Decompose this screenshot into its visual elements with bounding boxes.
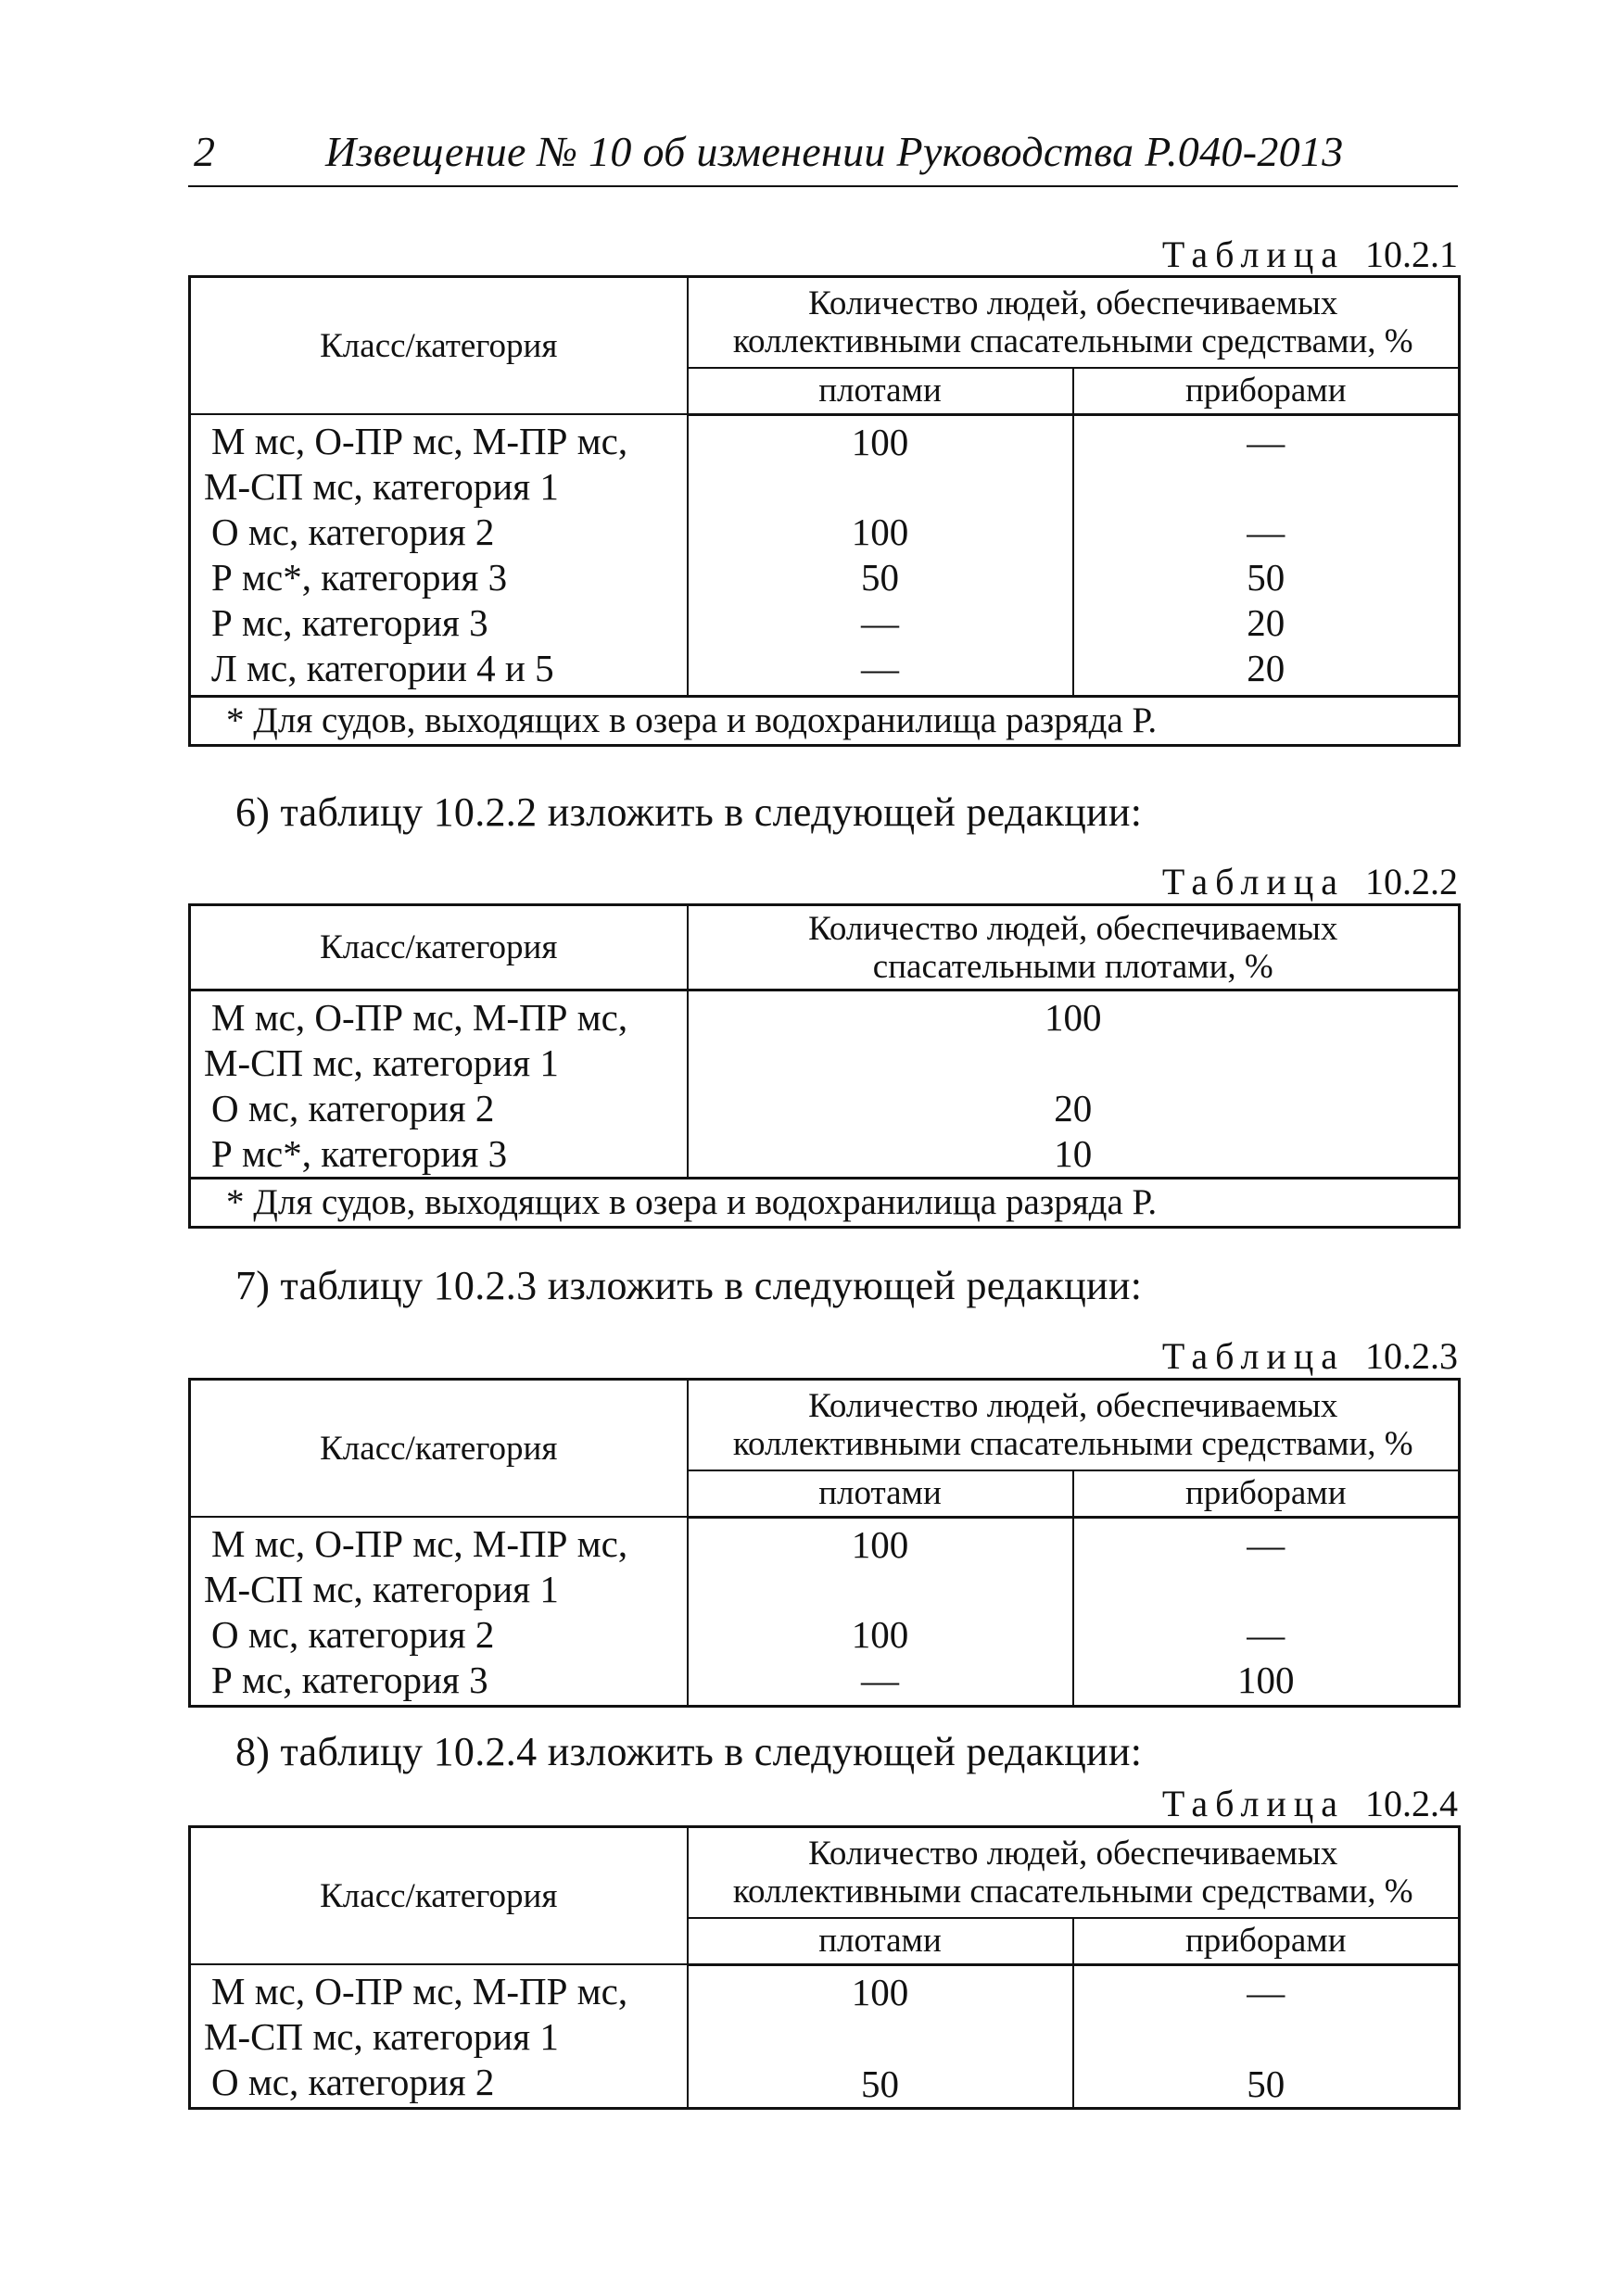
devices-cell: —	[1073, 510, 1460, 555]
column-header-class: Класс/категория	[190, 1827, 688, 1965]
table-row	[190, 1612, 1460, 1658]
category-cell: О мс, категория 2	[190, 1612, 688, 1658]
table-row	[190, 1131, 1460, 1179]
table-row	[190, 646, 1460, 697]
devices-cell: —	[1073, 1964, 1460, 2060]
table-row	[190, 1964, 1460, 2060]
devices-cell: 20	[1073, 600, 1460, 646]
rafts-cell: 100	[688, 1612, 1073, 1658]
value-cell: 20	[688, 1086, 1460, 1131]
category-cell: Л мс, категории 4 и 5	[190, 646, 688, 697]
group-header: Количество людей, обеспечиваемых коллективными спасательными средствами, %	[688, 1380, 1460, 1470]
table-row	[190, 1086, 1460, 1131]
devices-cell: —	[1073, 414, 1460, 510]
table-caption-10-2-2: Таблица 10.2.2	[1161, 861, 1458, 902]
category-cell: О мс, категория 2	[190, 2060, 688, 2109]
rafts-cell: 50	[688, 555, 1073, 600]
column-header-class: Класс/категория	[190, 1380, 688, 1518]
rafts-cell: 100	[688, 510, 1073, 555]
table-row	[190, 990, 1460, 1087]
devices-cell: 100	[1073, 1658, 1460, 1707]
header-title: Извещение № 10 об изменении Руководства Р.040-2013	[325, 128, 1344, 175]
subheader-rafts: плотами	[688, 1918, 1073, 1965]
devices-cell: 50	[1073, 555, 1460, 600]
category-cell: О мс, категория 2	[190, 510, 688, 555]
category-cell: Р мс, категория 3	[190, 600, 688, 646]
category-cell: Р мс*, категория 3	[190, 555, 688, 600]
rafts-cell: —	[688, 646, 1073, 697]
table-caption-10-2-4: Таблица 10.2.4	[1161, 1783, 1458, 1824]
category-cell: М мс, О-ПР мс, М-ПР мс, М-СП мс, категория 1	[190, 1517, 688, 1612]
value-cell: 10	[688, 1131, 1460, 1179]
value-cell: 100	[688, 990, 1460, 1087]
table-10-2-1	[188, 275, 1461, 747]
column-header-class: Класс/категория	[190, 905, 688, 990]
category-cell: М мс, О-ПР мс, М-ПР мс, М-СП мс, категория 1	[190, 414, 688, 510]
table-row	[190, 600, 1460, 646]
table-row	[190, 1517, 1460, 1612]
table-caption-10-2-1: Таблица 10.2.1	[1161, 233, 1458, 275]
rafts-cell: —	[688, 600, 1073, 646]
instruction-paragraph: 7) таблицу 10.2.3 изложить в следующей редакции:	[235, 1263, 1143, 1308]
table-10-2-3	[188, 1378, 1461, 1708]
table-10-2-4	[188, 1825, 1461, 2110]
column-header-class: Класс/категория	[190, 277, 688, 415]
devices-cell: —	[1073, 1612, 1460, 1658]
rafts-cell: 100	[688, 1964, 1073, 2060]
group-header: Количество людей, обеспечиваемых коллективными спасательными средствами, %	[688, 1827, 1460, 1918]
group-header: Количество людей, обеспечиваемых коллективными спасательными средствами, %	[688, 277, 1460, 368]
rafts-cell: 100	[688, 1517, 1073, 1612]
subheader-rafts: плотами	[688, 1470, 1073, 1518]
rafts-cell: —	[688, 1658, 1073, 1707]
category-cell: М мс, О-ПР мс, М-ПР мс, М-СП мс, категория 1	[190, 990, 688, 1087]
subheader-devices: приборами	[1073, 1470, 1460, 1518]
category-cell: Р мс*, категория 3	[190, 1131, 688, 1179]
table-footnote: * Для судов, выходящих в озера и водохранилища разряда Р.	[190, 697, 1460, 746]
category-cell: О мс, категория 2	[190, 1086, 688, 1131]
group-header: Количество людей, обеспечиваемых спасательными плотами, %	[688, 905, 1460, 990]
category-cell: Р мс, категория 3	[190, 1658, 688, 1707]
table-row	[190, 1658, 1460, 1707]
devices-cell: 20	[1073, 646, 1460, 697]
subheader-devices: приборами	[1073, 368, 1460, 415]
rafts-cell: 50	[688, 2060, 1073, 2109]
devices-cell: 50	[1073, 2060, 1460, 2109]
table-row	[190, 2060, 1460, 2109]
subheader-devices: приборами	[1073, 1918, 1460, 1965]
devices-cell: —	[1073, 1517, 1460, 1612]
category-cell: М мс, О-ПР мс, М-ПР мс, М-СП мс, категория 1	[190, 1964, 688, 2060]
table-footnote: * Для судов, выходящих в озера и водохранилища разряда Р.	[190, 1179, 1460, 1228]
rafts-cell: 100	[688, 414, 1073, 510]
table-row	[190, 414, 1460, 510]
page-header	[188, 130, 1458, 187]
subheader-rafts: плотами	[688, 368, 1073, 415]
table-10-2-2	[188, 903, 1461, 1229]
page-number: 2	[194, 128, 215, 175]
instruction-paragraph: 6) таблицу 10.2.2 изложить в следующей редакции:	[235, 789, 1143, 835]
table-row	[190, 555, 1460, 600]
table-row	[190, 510, 1460, 555]
table-caption-10-2-3: Таблица 10.2.3	[1161, 1335, 1458, 1377]
instruction-paragraph: 8) таблицу 10.2.4 изложить в следующей редакции:	[235, 1729, 1143, 1774]
